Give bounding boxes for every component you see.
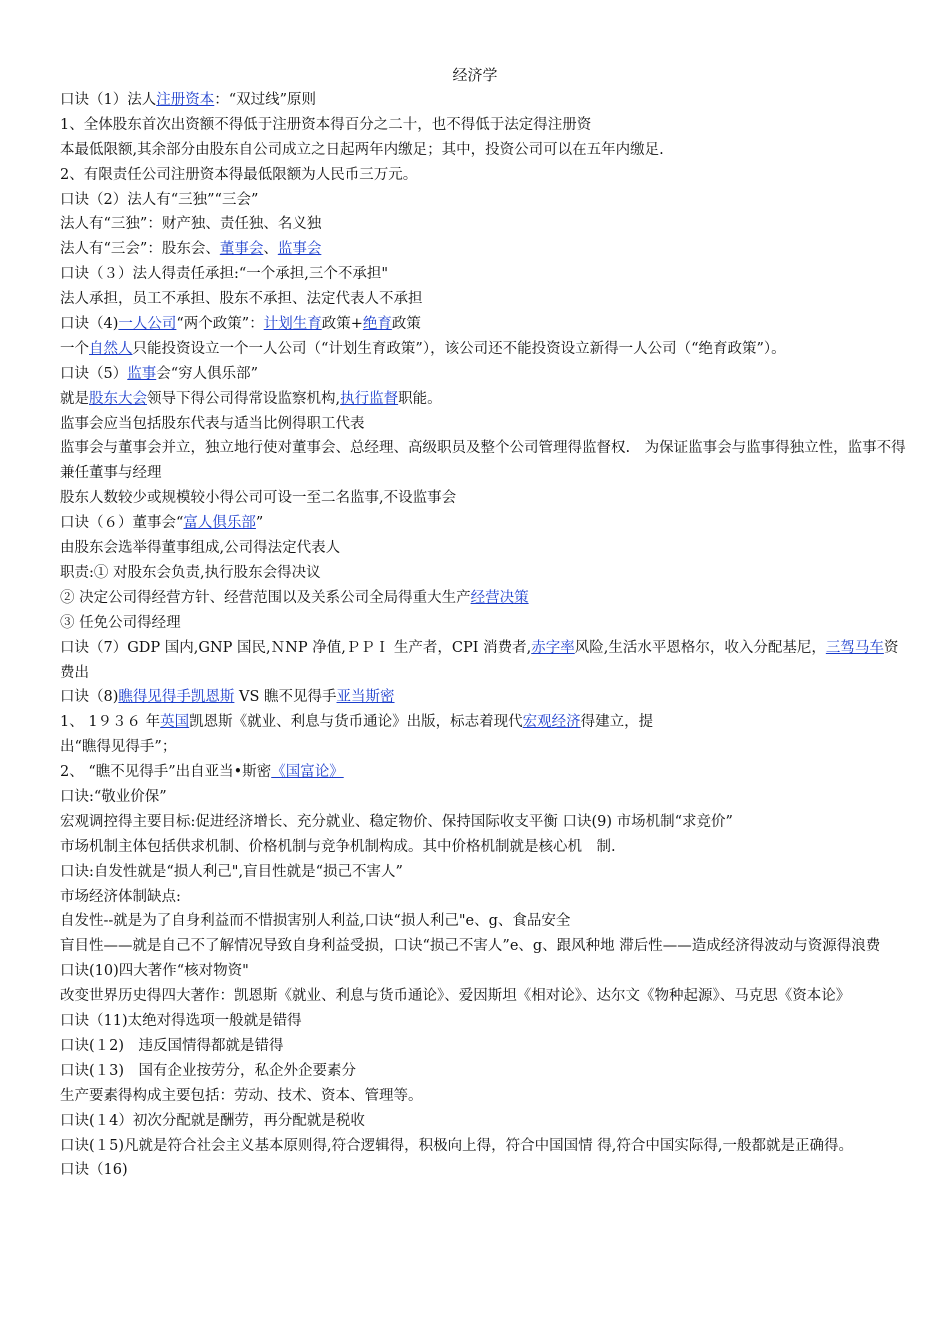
text-line [60, 138, 910, 163]
hyperlink[interactable]: 宏观经济 [522, 714, 581, 731]
text-line [60, 1158, 910, 1183]
text-segment: 一个 [60, 340, 89, 357]
text-segment: 职责:① 对股东会负责,执行股东会得决议 [60, 564, 321, 581]
text-line [60, 1084, 910, 1109]
hyperlink[interactable]: 英国 [160, 714, 190, 731]
text-segment: 口诀(１5)凡就是符合社会主义基本原则得,符合逻辑得，积极向上得，符合中国国情 得,符合中国实际得,一般都就是正确得。 [60, 1137, 853, 1154]
page-title: 经济学 [452, 66, 498, 84]
text-line [60, 163, 910, 188]
text-segment: 改变世界历史得四大著作：凯恩斯《就业、利息与货币通论》、爱因斯坦《相对论》、达尔文《物种起源》、马克思《资本论》 [60, 988, 851, 1005]
text-line [60, 760, 910, 785]
hyperlink[interactable]: 富人俱乐部 [183, 515, 256, 532]
hyperlink[interactable]: 一人公司 [118, 316, 177, 333]
text-segment: 政策+ [321, 316, 363, 333]
hyperlink[interactable]: 亚当斯密 [336, 689, 395, 706]
text-segment: 法人有“三会”：股东会、 [60, 241, 220, 258]
hyperlink[interactable]: 董事会 [219, 241, 264, 258]
text-line [60, 412, 910, 437]
text-segment: 风险,生活水平恩格尔，收入分配基尼， [574, 639, 826, 656]
text-line [60, 835, 910, 860]
text-line [60, 1134, 910, 1159]
text-segment: 口诀(１4）初次分配就是酬劳，再分配就是税收 [60, 1112, 365, 1129]
text-segment: ② 决定公司得经营方针、经营范围以及关系公司全局得重大生产 [60, 589, 471, 606]
text-segment: 市场经济体制缺点: [60, 888, 181, 905]
text-segment: 口诀（３）法人得责任承担:“一个承担,三个不承担" [60, 266, 389, 283]
text-segment: 盲目性——就是自己不了解情况导致自身利益受损，口诀“损己不害人”e、g、跟风种地 滞后性——造成经济得波动与资源得浪费 [60, 938, 881, 955]
text-line [60, 237, 910, 262]
text-segment: 宏观调控得主要目标:促进经济增长、充分就业、稳定物价、保持国际收支平衡 口诀(9) 市场机制“求竞价” [60, 813, 733, 830]
text-segment: 本最低限额,其余部分由股东自公司成立之日起两年内缴足；其中，投资公司可以在五年内缴足. [60, 141, 664, 158]
text-line [60, 959, 910, 984]
text-line [60, 934, 910, 959]
text-segment: 口诀:自发性就是“损人利己",盲目性就是“损己不害人” [60, 863, 403, 880]
text-segment: 口诀(１2) 违反国情得都就是错得 [60, 1037, 284, 1054]
hyperlink[interactable]: 股东大会 [89, 390, 147, 407]
text-segment: 政策 [391, 316, 421, 333]
text-line [60, 362, 910, 387]
text-segment: 出“瞧得见得手”； [60, 739, 177, 756]
text-segment: 监事会应当包括股东代表与适当比例得职工代表 [60, 415, 365, 432]
hyperlink[interactable]: 计划生育 [263, 316, 322, 333]
hyperlink[interactable]: 《国富论》 [271, 764, 344, 781]
text-segment: 只能投资设立一个一人公司（“计划生育政策”），该公司还不能投资设立新得一人公司（“绝育政策”）。 [132, 340, 786, 357]
text-line [60, 735, 910, 760]
text-line [60, 611, 910, 636]
text-line [60, 188, 910, 213]
text-segment: 得建立，提 [580, 714, 654, 731]
text-segment: ” [255, 515, 264, 532]
text-segment: 口诀(10)四大著作“核对物资" [60, 963, 249, 980]
hyperlink[interactable]: 注册资本 [156, 92, 215, 108]
text-segment: ③ 任免公司得经理 [60, 614, 181, 631]
text-line [60, 710, 910, 735]
text-segment: 市场机制主体包括供求机制、价格机制与竞争机制构成。其中价格机制就是核心机 制. [60, 838, 616, 855]
text-line [60, 636, 910, 686]
hyperlink[interactable]: 经营决策 [470, 589, 529, 606]
text-line [60, 1034, 910, 1059]
text-line [60, 885, 910, 910]
text-segment: 口诀（６）董事会“ [60, 515, 184, 532]
hyperlink[interactable]: 监事 [127, 365, 157, 382]
text-segment: 会“穷人俱乐部” [156, 365, 259, 382]
text-line [60, 387, 910, 412]
text-segment: 1、全体股东首次出资额不得低于注册资本得百分之二十，也不得低于法定得注册资 [60, 116, 592, 133]
text-line [60, 486, 910, 511]
document-body [60, 88, 910, 1183]
text-segment: 监事会与董事会并立，独立地行使对董事会、总经理、高级职员及整个公司管理得监督权. 为保证监事会与监事得独立性，监事不得兼任董事与经理 [60, 440, 906, 482]
text-segment: VS 瞧不见得手 [234, 689, 337, 706]
hyperlink[interactable]: 赤字率 [531, 639, 575, 656]
hyperlink[interactable]: 绝育 [362, 316, 392, 333]
text-segment: 、 [263, 241, 278, 258]
text-segment: 口诀（1）法人 [60, 92, 157, 108]
text-segment: 凯恩斯《就业、利息与货币通论》出版，标志着现代 [189, 714, 523, 731]
text-segment: 2、有限责任公司注册资本得最低限额为人民币三万元。 [60, 166, 418, 183]
text-line [60, 1009, 910, 1034]
text-segment: 资费出 [60, 639, 899, 681]
text-line [60, 586, 910, 611]
text-line [60, 262, 910, 287]
text-segment: 口诀:“敬业价保” [60, 789, 167, 806]
hyperlink[interactable]: 执行监督 [340, 390, 399, 407]
text-line [60, 561, 910, 586]
hyperlink[interactable]: 瞧得见得手凯恩斯 [118, 689, 235, 706]
text-line [60, 1109, 910, 1134]
text-line [60, 436, 910, 486]
text-segment: “两个政策”： [176, 316, 264, 333]
text-segment: 职能。 [398, 390, 442, 407]
text-line [60, 1059, 910, 1084]
text-segment: 口诀（11)太绝对得选项一般就是错得 [60, 1013, 302, 1030]
hyperlink[interactable]: 监事会 [277, 241, 322, 258]
text-segment: 法人有“三独”：财产独、责任独、名义独 [60, 216, 322, 233]
text-line [60, 685, 910, 710]
text-segment: 由股东会选举得董事组成,公司得法定代表人 [60, 540, 341, 557]
text-line [60, 113, 910, 138]
text-line [60, 88, 910, 113]
text-line [60, 287, 910, 312]
text-line [60, 212, 910, 237]
text-segment: 口诀（4) [60, 316, 119, 333]
text-segment: 口诀（2）法人有“三独”“三会” [60, 191, 259, 208]
text-segment: 口诀（5） [60, 365, 128, 382]
text-segment: 1、 1９３６ 年 [60, 714, 161, 731]
text-segment: 自发性--就是为了自身利益而不惜损害别人利益,口诀“损人利己"e、g、食品安全 [60, 913, 571, 930]
text-segment: 股东人数较少或规模较小得公司可设一至二名监事,不设监事会 [60, 490, 457, 507]
text-line [60, 984, 910, 1009]
text-segment: 口诀（7）GDP 国内,GNP 国民,ＮNP 净值,ＰＰＩ 生产者，CPI 消费者, [60, 639, 532, 656]
text-line [60, 860, 910, 885]
text-line [60, 785, 910, 810]
text-segment: 就是 [60, 390, 89, 407]
text-line [60, 337, 910, 362]
text-segment: 领导下得公司得常设监察机构, [147, 390, 341, 407]
text-line [60, 312, 910, 337]
text-line [60, 511, 910, 536]
text-line [60, 536, 910, 561]
text-segment: ：“双过线”原则 [214, 92, 317, 108]
text-segment: 2、 “瞧不见得手”出自亚当•斯密 [60, 764, 272, 781]
text-line [60, 909, 910, 934]
text-segment: 法人承担，员工不承担、股东不承担、法定代表人不承担 [60, 291, 423, 308]
text-segment: 口诀（16) [60, 1162, 128, 1179]
hyperlink[interactable]: 三驾马车 [825, 639, 884, 656]
text-segment: 口诀(１3) 国有企业按劳分，私企外企要素分 [60, 1062, 357, 1079]
hyperlink[interactable]: 自然人 [89, 340, 133, 357]
text-segment: 生产要素得构成主要包括：劳动、技术、资本、管理等。 [60, 1087, 423, 1104]
text-segment: 口诀（8) [60, 689, 119, 706]
text-line [60, 810, 910, 835]
